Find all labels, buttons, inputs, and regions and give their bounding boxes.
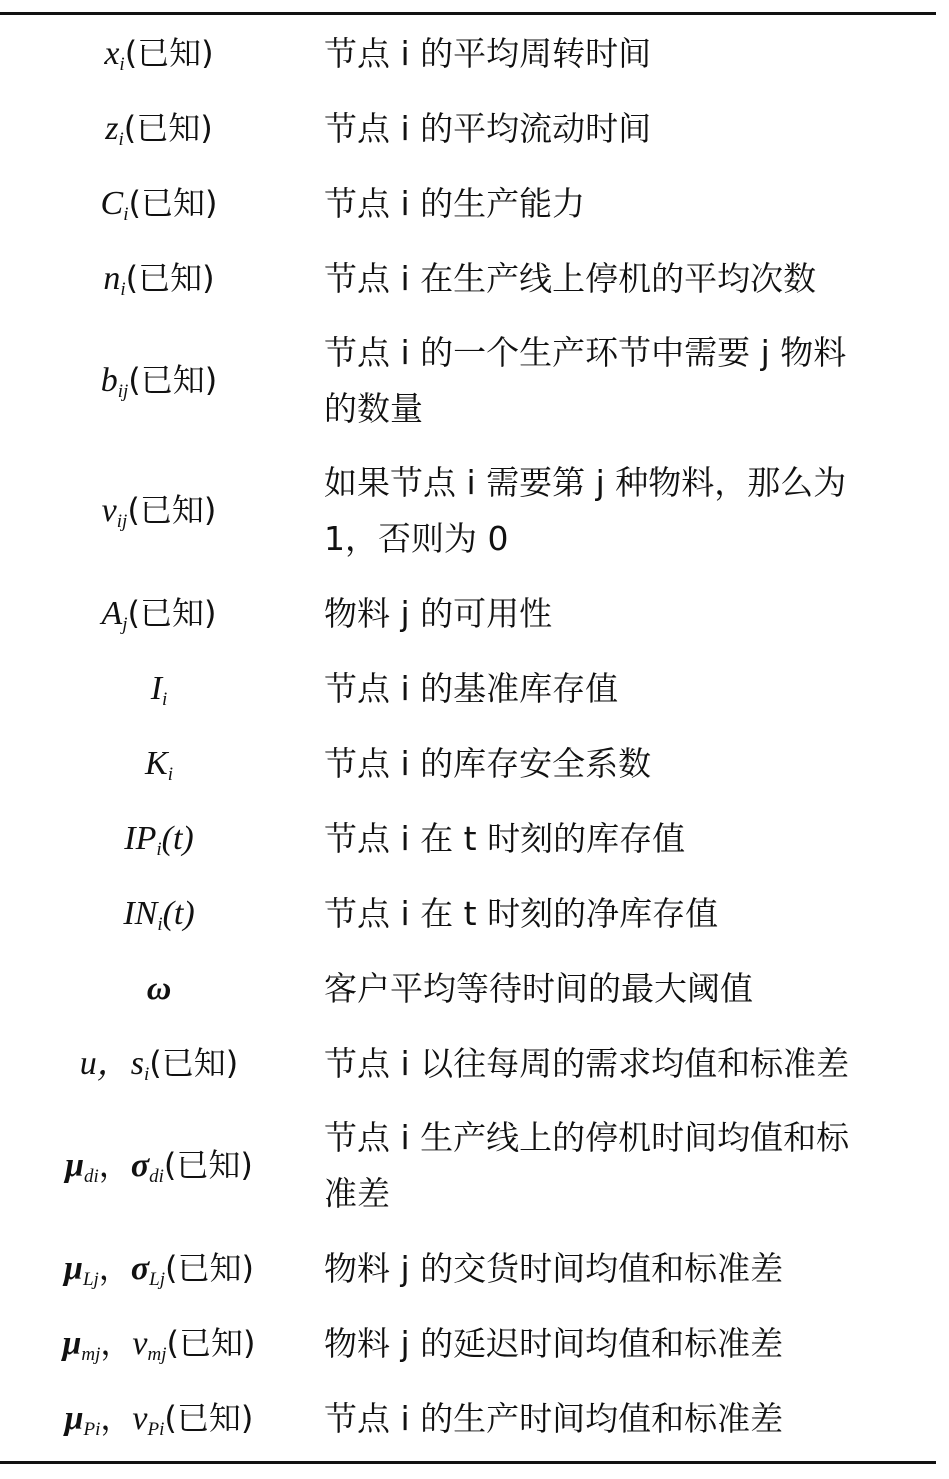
table-row — [0, 1306, 936, 1381]
top-rule — [0, 12, 936, 15]
table-row — [0, 1381, 936, 1456]
description-cell: 节点 i 的生产时间均值和标准差 — [324, 1398, 784, 1438]
table-row — [0, 651, 936, 726]
description-cell: 节点 i 的平均周转时间 — [324, 33, 652, 73]
description-cell: 节点 i 的库存安全系数 — [324, 743, 652, 783]
table-row — [0, 1101, 936, 1231]
description-cell: 节点 i 的一个生产环节中需要 j 物料 的数量 — [324, 333, 847, 428]
table-row — [0, 241, 936, 316]
symbol-cell: $I_i$ — [150, 669, 168, 710]
symbol-cell: $\mu_{mj}$，$v_{mj}$(已知) — [62, 1323, 256, 1365]
symbol-cell: u，$s_i$(已知) — [79, 1043, 239, 1085]
description-cell: 节点 i 的平均流动时间 — [324, 108, 652, 148]
description-cell: 节点 i 在 t 时刻的库存值 — [324, 818, 686, 858]
symbol-cell: ω — [146, 969, 172, 1007]
description-cell: 节点 i 在 t 时刻的净库存值 — [324, 893, 719, 933]
symbol-cell: $IP_i(t)$ — [124, 819, 194, 860]
symbol-cell: $\mu_{Pi}$，$v_{Pi}$(已知) — [64, 1398, 254, 1440]
description-cell: 节点 i 生产线上的停机时间均值和标 准差 — [324, 1118, 850, 1213]
symbol-cell: $z_i$(已知) — [105, 108, 213, 150]
table-row — [0, 316, 936, 446]
symbol-cell: $IN_i(t)$ — [123, 894, 195, 935]
symbol-cell: $b_{ij}$(已知) — [100, 361, 218, 402]
description-cell: 物料 j 的可用性 — [324, 593, 553, 633]
symbol-cell: $v_{ij}$(已知) — [101, 491, 217, 532]
table-row — [0, 446, 936, 576]
symbol-cell: $C_i$(已知) — [100, 183, 218, 225]
table-row — [0, 951, 936, 1026]
symbol-cell: $\mu_{di}$，$\sigma_{di}$(已知) — [65, 1146, 253, 1187]
description-cell: 客户平均等待时间的最大阈值 — [324, 968, 753, 1008]
symbol-cell: $x_i$(已知) — [104, 33, 214, 75]
table-row — [0, 576, 936, 651]
table-row — [0, 166, 936, 241]
description-cell: 节点 i 在生产线上停机的平均次数 — [324, 258, 817, 298]
table-row — [0, 16, 936, 91]
symbol-cell: $n_i$(已知) — [103, 258, 215, 300]
table-body — [0, 16, 936, 1456]
table-row — [0, 1231, 936, 1306]
table-row — [0, 876, 936, 951]
symbol-cell: $K_i$ — [145, 744, 173, 785]
bottom-rule — [0, 1461, 936, 1464]
table-row — [0, 726, 936, 801]
symbol-cell: $\mu_{Lj}$，$\sigma_{Lj}$(已知) — [64, 1248, 254, 1290]
description-cell: 节点 i 的基准库存值 — [324, 668, 619, 708]
description-cell: 如果节点 i 需要第 j 种物料，那么为 1，否则为 0 — [324, 463, 847, 558]
description-cell: 节点 i 的生产能力 — [324, 183, 586, 223]
table-row — [0, 91, 936, 166]
description-cell: 物料 j 的延迟时间均值和标准差 — [324, 1323, 784, 1363]
table-row — [0, 801, 936, 876]
description-cell: 物料 j 的交货时间均值和标准差 — [324, 1248, 784, 1288]
symbol-cell: $A_j$(已知) — [101, 593, 217, 635]
table-row — [0, 1026, 936, 1101]
description-cell: 节点 i 以往每周的需求均值和标准差 — [324, 1043, 850, 1083]
